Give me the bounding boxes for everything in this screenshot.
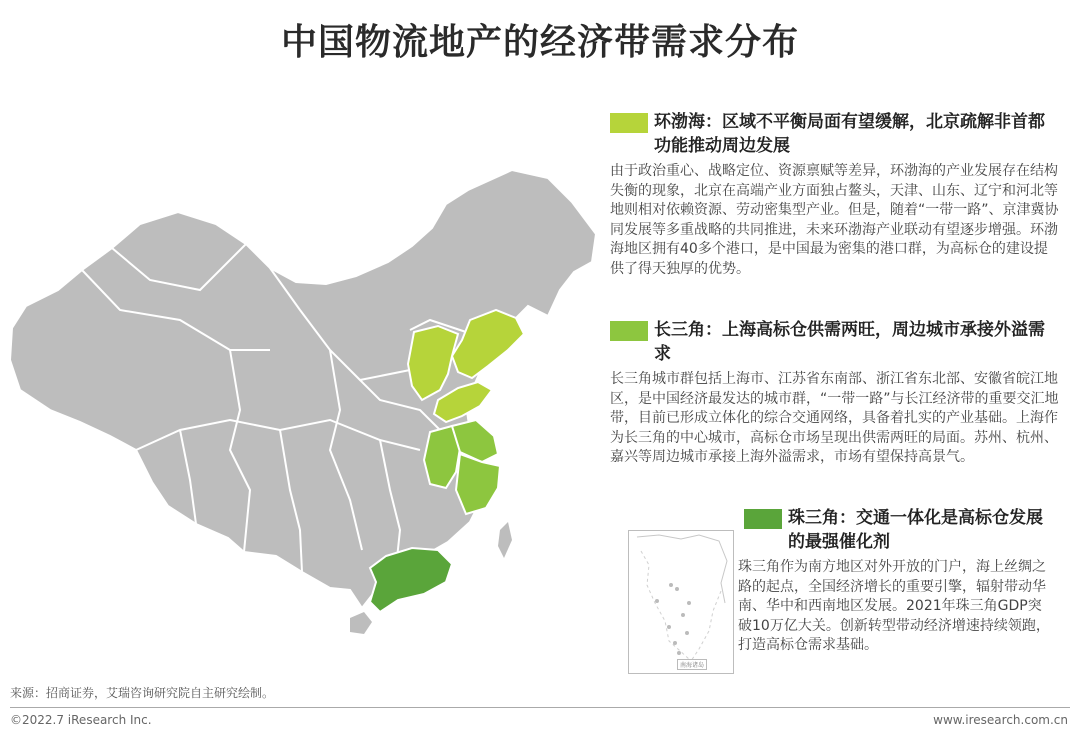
website-link[interactable]: www.iresearch.com.cn [933, 713, 1068, 727]
taiwan-island [498, 522, 512, 558]
footer-divider [10, 707, 1070, 708]
page-title: 中国物流地产的经济带需求分布 [280, 22, 799, 63]
region-zhusanjiao [738, 506, 1054, 656]
china-map [0, 150, 640, 670]
hainan-island [350, 612, 372, 634]
changsanjiao-title: 长三角：上海高标仓供需两旺，周边城市承接外溢需求 [654, 320, 1045, 364]
south-china-sea-inset [628, 530, 734, 674]
south-china-sea-islands [629, 531, 733, 673]
region-huanbohai [610, 110, 1060, 279]
changsanjiao-description: 长三角城市群包括上海市、江苏省东南部、浙江省东北部、安徽省皖江地区，是中国经济最发达的城市群，“一带一路”与长江经济带的重要交汇地带，目前已形成立体化的综合交通网络，具备着扎实的产业基础。上海作为长三角的中心城市，高标仓市场呈现出供需两旺的局面。苏州、杭州、嘉兴等周边城市承接上海外溢需求，市场有望保持高景气。 [610, 371, 1059, 465]
changsanjiao-swatch [610, 321, 648, 341]
huanbohai-title: 环渤海：区域不平衡局面有望缓解，北京疏解非首都功能推动周边发展 [654, 112, 1045, 156]
zhusanjiao-region [370, 548, 452, 612]
zhusanjiao-description: 珠三角作为南方地区对外开放的门户，海上丝绸之路的起点，全国经济增长的重要引擎，辐射带动华南、华中和西南地区发展。2021年珠三角GDP突破10万亿大关。创新转型带动经济增速持续领跑，打造高标仓需求基础。 [738, 559, 1050, 653]
huanbohai-swatch [610, 113, 648, 133]
zhejiang-province [456, 454, 500, 514]
guangdong-province [370, 548, 452, 612]
zhusanjiao-title: 珠三角：交通一体化是高标仓发展的最强催化剂 [788, 508, 1043, 552]
source-note: 来源：招商证券，艾瑞咨询研究院自主研究绘制。 [10, 686, 275, 700]
inset-label: 南海诸岛 [677, 659, 707, 670]
region-changsanjiao [610, 318, 1060, 468]
huanbohai-description: 由于政治重心、战略定位、资源禀赋等差异，环渤海的产业发展存在结构失衡的现象，北京在高端产业方面独占鳌头，天津、山东、辽宁和河北等地则相对依赖资源、劳动密集型产业。但是，随着“一带一路”、京津冀协同发展等多重战略的共同推进，未来环渤海产业联动有望逐步增强。环渤海地区拥有40多个港口，是中国最为密集的港口群，为高标仓的建设提供了得天独厚的优势。 [610, 163, 1059, 277]
zhusanjiao-swatch [744, 509, 782, 529]
copyright: ©2022.7 iResearch Inc. [10, 713, 152, 727]
